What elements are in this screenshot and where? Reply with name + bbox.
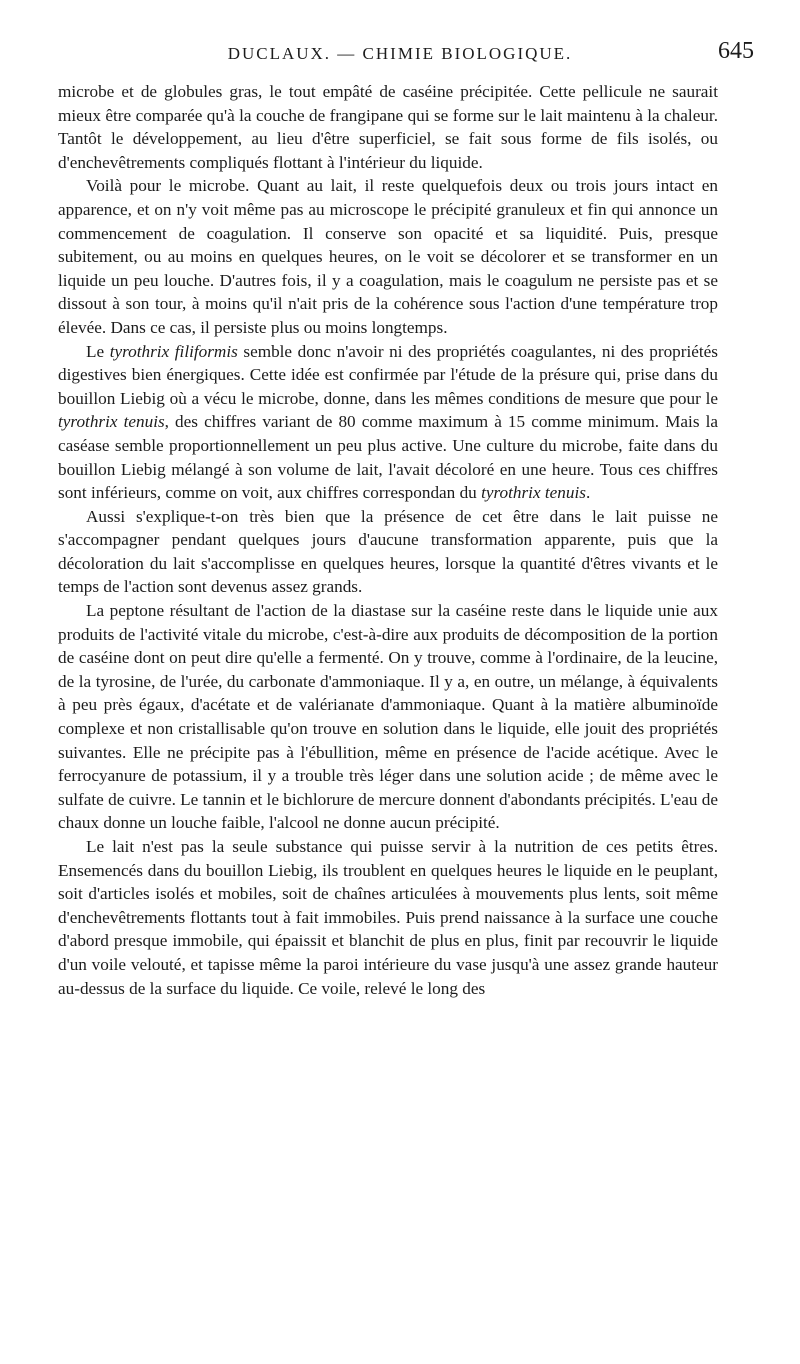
page-number: 645 <box>718 38 754 64</box>
paragraph-6: Le lait n'est pas la seule substance qui puisse servir à la nutrition de ces petits êtres. Ensemencés dans du bouillon Liebig, ils troublent en quelques heures le liquide en le peuplant, soit d'articles isolés et mobiles, soit de chaînes articulées à mouvements plus lents, soit même d'enchevêtrements flottants tout à fait immobiles. Puis prend naissance à la surface une couche d'abord presque immobile, qui épaissit et blanchit de plus en plus, finit par recouvrir le liquide d'un voile velouté, et tapisse même la paroi intérieure du vase jusqu'à une assez grande hauteur au-dessus de la surface du liquide. Ce voile, relevé le long des <box>58 837 718 998</box>
paragraph-1: microbe et de globules gras, le tout empâté de caséine précipitée. Cette pellicule ne saurait mieux être comparée qu'à la couche de frangipane qui se forme sur le lait maintenu à la chaleur. Tantôt le développement, au lieu d'être superficiel, se fait sous forme de fils isolés, ou d'enchevêtrements compliqués flottant à l'intérieur du liquide. <box>58 82 718 172</box>
body-text <box>58 80 718 1000</box>
running-title: DUCLAUX. — CHIMIE BIOLOGIQUE. <box>227 44 573 63</box>
species-name-tenuis: tyrothrix tenuis <box>58 412 165 432</box>
paragraph-3-text-d: . <box>585 483 591 503</box>
paragraph-2: Voilà pour le microbe. Quant au lait, il reste quelquefois deux ou trois jours intact en apparence, et on n'y voit même pas au microscope le précipité granuleux et fin qui annonce un commencement de coagulation. Il conserve son opacité et sa liquidité. Puis, presque subitement, ou au moins en quelques heures, on le voit se décolorer et se transformer en un liquide un peu louche. D'autres fois, il y a coagulation, mais le coagulum ne persiste pas et se dissout à son tour, à moins qu'il n'ait pris de la cohérence sous l'action d'une température trop élevée. Dans ce cas, il persiste plus ou moins longtemps. <box>58 176 718 337</box>
paragraph-3-text-c: , des chiffres variant de 80 comme maximum à 15 comme minimum. Mais la caséase semble proportionnellement un peu plus active. Une culture du microbe, faite dans du bouillon Liebig mélangé à son volume de lait, l'avait décoloré en une heure. Tous ces chiffres sont inférieurs, comme on voit, aux chiffres correspondan du <box>58 412 719 503</box>
paragraph-3-text-a: Le <box>86 341 110 361</box>
species-name-tenuis-2: tyrothrix tenuis <box>481 483 586 503</box>
page-header <box>0 38 800 78</box>
species-name-filiformis: tyrothrix filiformis <box>109 341 238 361</box>
paragraph-3-text-b: semble donc n'avoir ni des propriétés coagulantes, ni des propriétés digestives bien énergiques. Cette idée est confirmée par l'étude de la présure qui, prise dans du bouillon Liebig où a vécu le microbe, donne, dans les mêmes conditions de mesure que pour le <box>58 341 718 408</box>
paragraph-3 <box>58 340 718 505</box>
paragraph-5: La peptone résultant de l'action de la diastase sur la caséine reste dans le liquide unie aux produits de l'activité vitale du microbe, c'est-à-dire aux produits de décomposition de la portion de caséine dont on peut dire qu'elle a fermenté. On y trouve, comme à l'ordinaire, de la leucine, de la tyrosine, de l'urée, du carbonate d'ammoniaque. Il y a, en outre, un mélange, à équivalents à peu près égaux, d'acétate et de valérianate d'ammoniaque. Quant à la matière albuminoïde complexe et non cristallisable qu'on trouve en solution dans le liquide, elle jouit des propriétés suivantes. Elle ne précipite pas à l'ébullition, même en présence de l'acide acétique. Avec le ferrocyanure de potassium, il y a trouble très léger dans une solution acide ; de même avec le sulfate de cuivre. Le tannin et le bichlorure de mercure donnent d'abondants précipités. L'eau de chaux donne un louche faible, l'alcool ne donne aucun précipité. <box>58 601 719 833</box>
paragraph-4: Aussi s'explique-t-on très bien que la présence de cet être dans le lait puisse ne s'accompagner pendant quelques jours d'aucune transformation apparente, puis que la décoloration du lait s'accomplisse en quelques heures, lorsque la quantité d'êtres vivants et le temps de l'action sont devenus assez grands. <box>58 506 718 597</box>
